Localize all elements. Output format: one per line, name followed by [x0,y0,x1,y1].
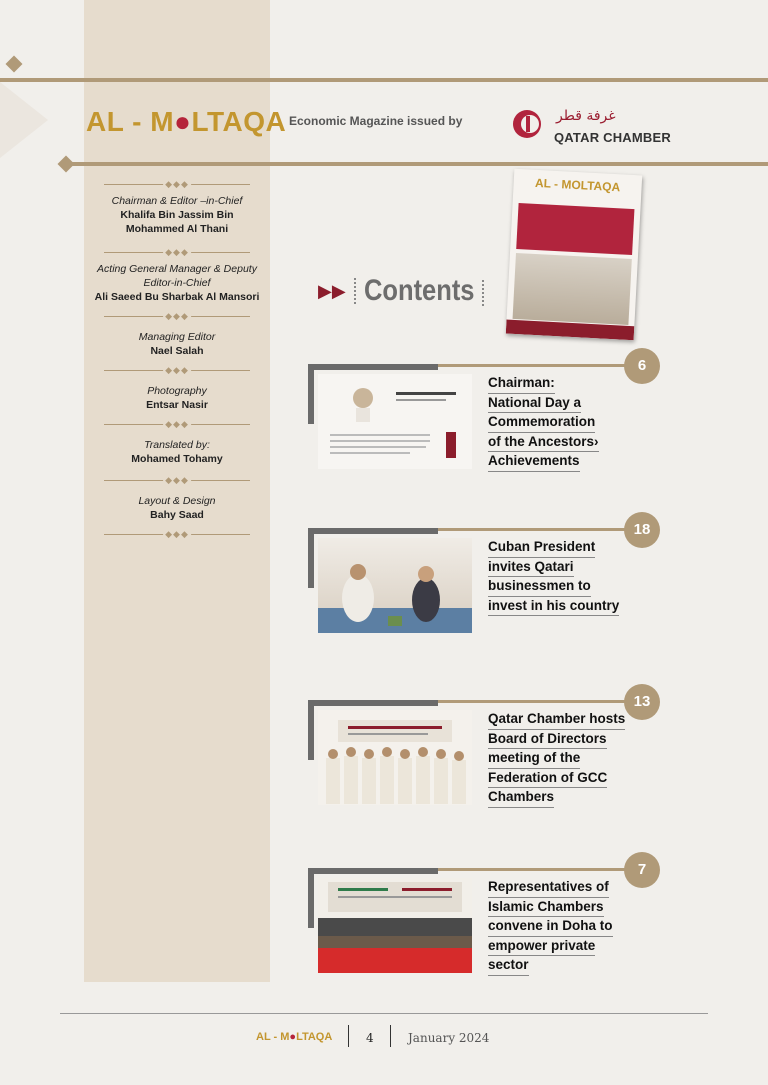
credit-separator: ◆◆◆ [94,308,260,326]
page-number-badge: 6 [624,348,660,384]
credit-separator: ◆◆◆ [94,244,260,262]
item-top-bar [308,528,438,534]
thumbnail-graphic [318,710,472,805]
article-thumbnail [318,374,472,469]
credit-name: Nael Salah [150,345,204,357]
credit-entry [94,330,260,358]
item-top-bar [308,868,438,874]
article-headline: Cuban President invites Qatari businessmen to invest in his country [488,538,619,616]
credit-role: Acting General Manager & Deputy Editor-in-Chief [97,263,257,289]
page-number-badge: 7 [624,852,660,888]
credit-role: Chairman & Editor –in-Chief [111,195,243,207]
page-number-badge: 13 [624,684,660,720]
footer-rule [60,1013,708,1014]
item-gold-bar [438,364,634,367]
page-number: 4 [366,1031,374,1045]
credit-name: Mohamed Tohamy [131,453,223,465]
footer-divider [390,1025,391,1047]
magazine-cover[interactable] [506,169,642,340]
diamond-ornament-top [6,56,23,73]
item-side-bar [308,700,314,760]
credit-separator: ◆◆◆ [94,176,260,194]
header-bottom-rule [66,162,768,166]
dotted-divider [354,278,356,304]
credit-entry [94,494,260,522]
contents-item[interactable] [308,521,668,643]
credit-separator: ◆◆◆ [94,526,260,544]
publisher-name: QATAR CHAMBER [554,130,671,145]
item-top-bar [308,700,438,706]
contents-title: Contents [363,274,475,307]
contents-item[interactable] [308,861,668,983]
item-side-bar [308,364,314,424]
qatar-chamber-emblem-icon [512,108,542,140]
magazine-tagline: Economic Magazine issued by [289,114,463,128]
article-thumbnail [318,710,472,805]
credit-name: Bahy Saad [150,509,204,521]
credit-name: Ali Saeed Bu Sharbak Al Mansori [94,291,260,303]
magazine-logo: AL - M●LTAQA [86,106,287,137]
header-arrow-ornament [0,82,48,158]
cover-headline-band [516,203,634,255]
publisher-arabic-name: غرفة قطر [556,108,616,124]
credit-entry [94,262,260,304]
diamond-ornament-bottom [58,156,75,173]
item-side-bar [308,528,314,588]
credits-list [94,176,260,544]
item-top-bar [308,364,438,370]
thumbnail-graphic [318,538,472,633]
footer-logo: AL - M●LTAQA [256,1031,333,1043]
article-headline: Qatar Chamber hosts Board of Directors meeting of the Federation of GCC Chambers [488,710,625,808]
page-number-badge: 18 [624,512,660,548]
credit-separator: ◆◆◆ [94,362,260,380]
article-thumbnail [318,878,472,973]
contents-item[interactable] [308,693,668,815]
footer-divider [348,1025,349,1047]
credit-role: Photography [147,385,207,397]
item-side-bar [308,868,314,928]
cover-photo [513,253,632,325]
issue-date: January 2024 [408,1031,490,1045]
item-gold-bar [438,868,634,871]
item-gold-bar [438,700,634,703]
article-thumbnail [318,538,472,633]
contents-heading [318,274,494,308]
credit-role: Translated by: [144,439,210,451]
contents-item[interactable] [308,357,668,479]
credit-name: Khalifa Bin Jassim Bin Mohammed Al Thani [120,209,234,235]
credit-entry [94,384,260,412]
article-headline: Chairman: National Day a Commemoration of the Ancestors› Achievements [488,374,599,472]
article-headline: Representatives of Islamic Chambers convene in Doha to empower private sector [488,878,613,976]
credit-entry [94,438,260,466]
credit-name: Entsar Nasir [146,399,208,411]
thumbnail-graphic [318,374,472,469]
credit-separator: ◆◆◆ [94,416,260,434]
credit-separator: ◆◆◆ [94,472,260,490]
cover-title: AL - MOLTAQA [534,175,621,195]
item-gold-bar [438,528,634,531]
credit-entry [94,194,260,236]
header-top-rule [0,78,768,82]
credit-role: Managing Editor [138,331,216,343]
dotted-divider-right [482,280,484,306]
thumbnail-graphic [318,878,472,973]
double-chevron-icon: ▶▶ [318,280,346,301]
credit-role: Layout & Design [138,495,216,507]
